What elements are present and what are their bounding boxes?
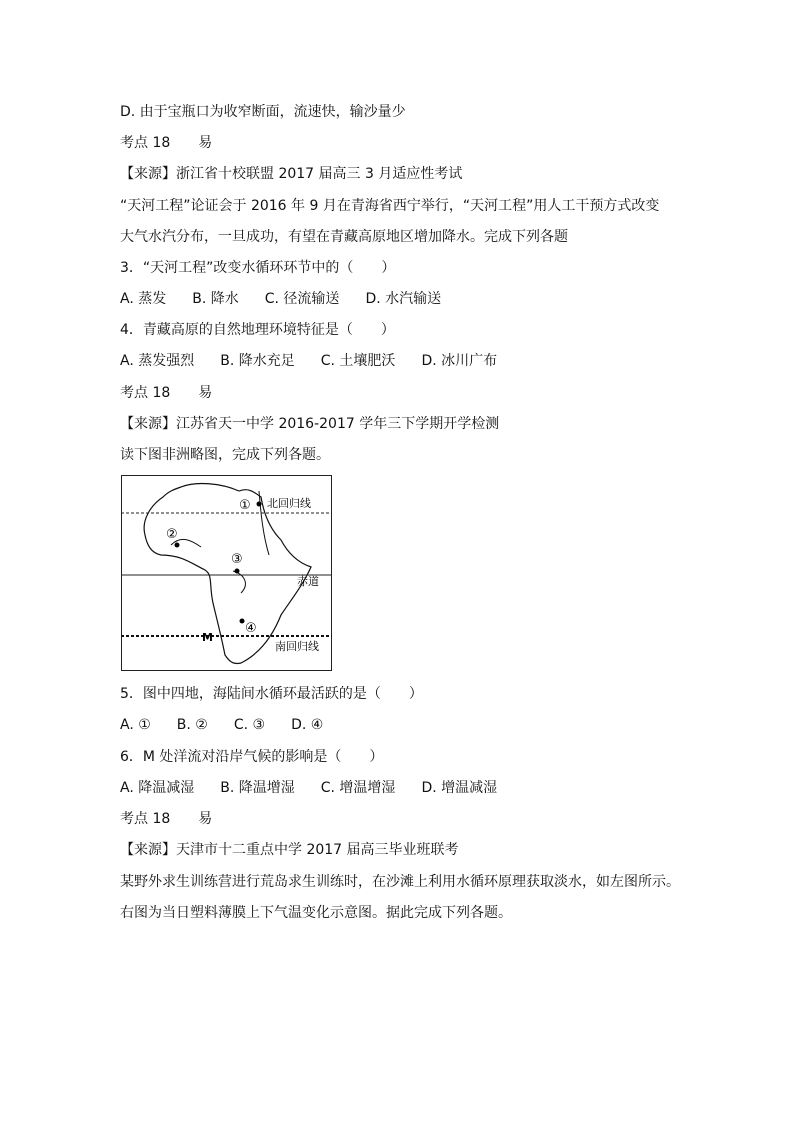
question-3: 3．“天河工程”改变水循环环节中的（ ） xyxy=(120,260,396,276)
africa-map xyxy=(121,475,332,671)
label-1: ① xyxy=(239,498,251,513)
option: D. 增温减湿 xyxy=(421,780,498,796)
label-2: ② xyxy=(166,527,178,542)
option: B. ② xyxy=(176,717,208,733)
label-4: ④ xyxy=(245,621,257,636)
question-4-options xyxy=(120,351,523,371)
option: A. 蒸发 xyxy=(120,291,167,307)
label-tropic-north: 北回归线 xyxy=(267,497,311,510)
point-1 xyxy=(257,502,262,507)
option: A. 蒸发强烈 xyxy=(120,353,195,369)
option: D. 冰川广布 xyxy=(421,353,498,369)
option: C. 增温增湿 xyxy=(320,780,396,796)
option: B. 降水 xyxy=(192,291,239,307)
question-6-options xyxy=(120,778,523,798)
text-line: “天河工程”论证会于 2016 年 9 月在青海省西宁举行，“天河工程”用人工干预方式改变 xyxy=(120,198,660,214)
label-tropic-south: 南回归线 xyxy=(275,640,319,653)
text-line: 某野外求生训练营进行荒岛求生训练时，在沙滩上利用水循环原理获取淡水，如左图所示。 xyxy=(120,874,680,890)
option: C. 径流输送 xyxy=(264,291,340,307)
question-5: 5．图中四地，海陆间水循环最活跃的是（ ） xyxy=(120,686,423,702)
text-line: 大气水汽分布，一旦成功，有望在青藏高原地区增加降水。完成下列各题 xyxy=(120,229,568,245)
label-m: M xyxy=(202,631,213,644)
text-line: 考点 18 易 xyxy=(120,135,213,151)
question-6: 6．M 处洋流对沿岸气候的影响是（ ） xyxy=(120,749,384,765)
point-4 xyxy=(240,619,245,624)
question-4: 4．青藏高原的自然地理环境特征是（ ） xyxy=(120,322,395,338)
point-2 xyxy=(175,543,180,548)
point-3 xyxy=(235,569,240,574)
option: B. 降温增湿 xyxy=(220,780,295,796)
text-line: 考点 18 易 xyxy=(120,385,213,401)
text-line: D. 由于宝瓶口为收窄断面，流速快，输沙量少 xyxy=(120,104,406,120)
label-3: ③ xyxy=(231,552,243,567)
option: A. 降温减湿 xyxy=(120,780,195,796)
text-line: 右图为当日塑料薄膜上下气温变化示意图。据此完成下列各题。 xyxy=(120,905,512,921)
option: D. 水汽输送 xyxy=(365,291,442,307)
question-3-options xyxy=(120,289,467,309)
option: A. ① xyxy=(120,717,151,733)
text-line: 考点 18 易 xyxy=(120,811,213,827)
option: C. 土壤肥沃 xyxy=(320,353,396,369)
option: D. ④ xyxy=(291,717,324,733)
label-equator: 赤道 xyxy=(297,575,319,588)
source-line: 【来源】天津市十二重点中学 2017 届高三毕业班联考 xyxy=(120,842,459,858)
source-line: 【来源】浙江省十校联盟 2017 届高三 3 月适应性考试 xyxy=(120,166,463,182)
option: B. 降水充足 xyxy=(220,353,295,369)
text-line: 读下图非洲略图，完成下列各题。 xyxy=(120,447,330,463)
option: C. ③ xyxy=(233,717,266,733)
source-line: 【来源】江苏省天一中学 2016-2017 学年三下学期开学检测 xyxy=(120,416,500,432)
question-5-options xyxy=(120,715,349,735)
